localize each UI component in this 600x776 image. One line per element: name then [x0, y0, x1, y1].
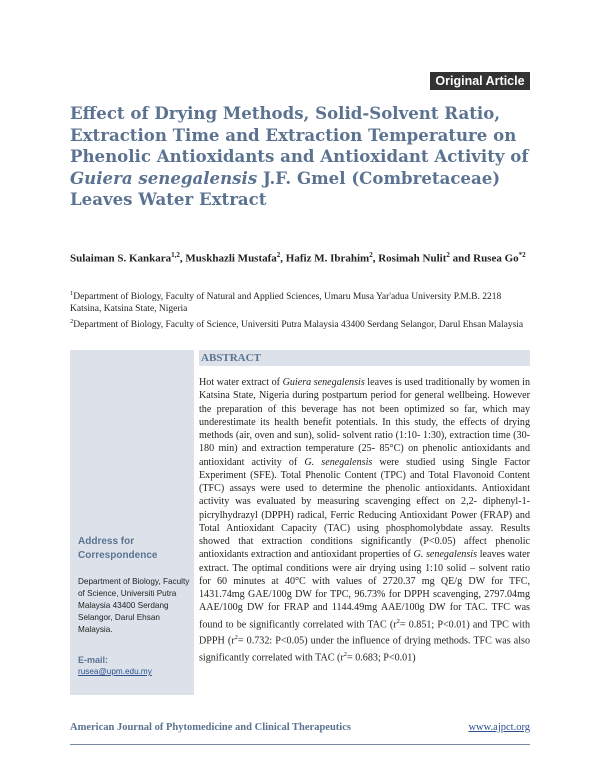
- author-separator: ,: [280, 252, 286, 265]
- footer-divider: [70, 744, 530, 745]
- affiliation-text: Department of Biology, Faculty of Science, Universiti Putra Malaysia 43400 Serdang Selangor, Darul Ehsan Malaysia: [73, 319, 524, 330]
- abstract-segment: = 0.851; P<0.01) and TPC with DPPH (r: [199, 618, 530, 647]
- title-part-2: J.F. Gmel (Combretaceae) Leaves Water Extract: [70, 167, 501, 209]
- abstract-text: [199, 376, 530, 664]
- abstract-segment: Hot water extract of: [199, 377, 283, 388]
- author-affiliation-mark: 2: [369, 251, 373, 259]
- author-name: Hafiz M. Ibrahim: [285, 252, 370, 265]
- superscript: 2: [396, 617, 400, 625]
- affiliation-item: [70, 316, 530, 331]
- affiliation-number: 1: [70, 290, 74, 297]
- abstract-segment: leaves water extract. The optimal conditions were air drying using 1:10 solid – solvent ratio for 60 minutes at 40°C with values of 2720.37 mg QE/g DW for TFC, 1431.74mg GAE/100g DW for TPC, 96.73% for DPPH scavenging, 2797.04mg AAE/100g DW for FRAP and 1144.49mg AAE/100g DW for TAC. TFC was found to be significantly correlated with TAC (r: [199, 549, 530, 630]
- author-affiliation-mark: 2: [446, 251, 450, 259]
- affiliation-list: [70, 288, 530, 331]
- email-label: E-mail:: [78, 655, 109, 665]
- affiliation-item: [70, 288, 530, 316]
- affiliation-number: 2: [70, 317, 74, 325]
- abstract-segment: = 0.732: P<0.05) under the influence of drying methods. TFC was also significantly correlated with TAC (r: [199, 635, 530, 664]
- abstract-segment: leaves is used traditionally by women in Katsina State, Nigeria during postpartum period for general wellbeing. However the preparation of this beverage has not been optimized so far, which may underestimate its health benefit potentials. In this study, the effects of drying methods (air, oven and sun), solid- solvent ratio (1:10- 1:30), extraction time (30- 180 min) and extraction temperature (25- 85°C) on phenolic antioxidants and antioxidant activity of: [199, 377, 531, 468]
- abstract-heading: ABSTRACT: [201, 352, 261, 364]
- correspondence-heading: Address for Correspondence: [78, 536, 158, 561]
- abstract-segment: were studied using Single Factor Experiment (SFE). Total Phenolic Content (TPC) and Total Flavonoid Content (TFC) assays were used to determine the phenolic antioxidants. Antioxidant activity was evaluated by measuring scavenging effect on 2,2- diphenyl-1- picrylhydrazyl (DPPH) radical, Ferric Reducing Antioxidant Power (FRAP) and Total Antioxidant Capacity (TAC) using phosphomolybdate assay. Results showed that extraction conditions significantly (P<0.05) affect phenolic antioxidants extraction and antioxidant properties of: [199, 456, 531, 561]
- species-name: G. senegalensis: [413, 549, 478, 561]
- superscript: 2: [234, 634, 238, 642]
- journal-name: American Journal of Phytomedicine and Clinical Therapeutics: [70, 722, 351, 733]
- article-title: [70, 103, 540, 211]
- author-name: Rosimah Nulit: [378, 252, 447, 265]
- journal-url-link[interactable]: www.ajpct.org: [468, 722, 530, 733]
- author-separator: and: [449, 252, 474, 265]
- superscript: 2: [343, 650, 348, 658]
- author-separator: ,: [179, 252, 186, 265]
- author-affiliation-mark: 1,2: [171, 251, 180, 259]
- title-part-1: Effect of Drying Methods, Solid-Solvent Ratio, Extraction Time and Extraction Temperature on Phenolic Antioxidants and Antioxidant Activity of: [70, 103, 529, 166]
- author-affiliation-mark: 2: [276, 251, 281, 259]
- correspondence-email-link[interactable]: rusea@upm.edu.my: [78, 667, 152, 676]
- author-affiliation-mark: *2: [518, 251, 526, 259]
- author-list: [70, 248, 530, 267]
- author-name: Muskhazli Mustafa: [185, 252, 277, 265]
- abstract-segment: = 0.683; P<0.01): [347, 652, 416, 664]
- species-name: G. senegalensis: [304, 456, 373, 468]
- author-name: Sulaiman S. Kankara: [70, 252, 172, 265]
- affiliation-text: Department of Biology, Faculty of Natural and Applied Sciences, Umaru Musa Yar'adua University P.M.B. 2218 Katsina, Katsina State, Nigeria: [70, 292, 502, 315]
- article-type-badge: Original Article: [430, 72, 530, 90]
- species-name: Guiera senegalensis: [282, 377, 365, 388]
- author-separator: ,: [372, 252, 379, 265]
- correspondence-address: Department of Biology, Faculty of Science, Universiti Putra Malaysia 43400 Serdang Selangor, Darul Ehsan Malaysia.: [78, 577, 190, 634]
- author-name: Rusea Go: [473, 252, 519, 265]
- correspondence-sidebar: [70, 350, 194, 695]
- title-species: Guiera senegalensis: [70, 167, 258, 188]
